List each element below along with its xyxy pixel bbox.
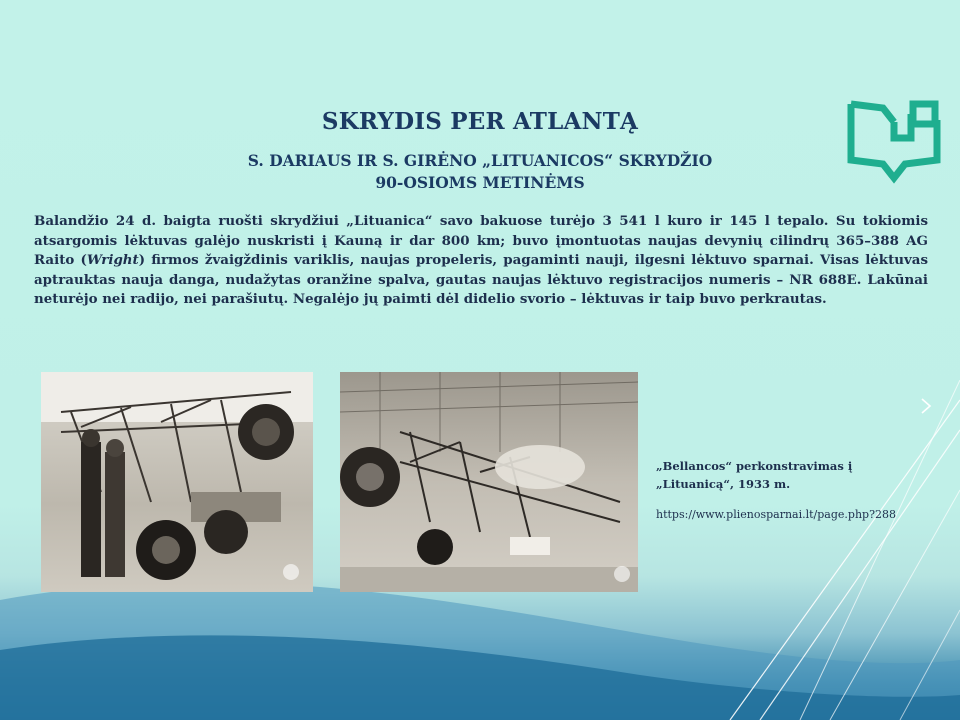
photo-caption bbox=[656, 457, 886, 493]
body-part-1: Balandžio 24 d. baigta ruošti skrydžiui „Lituanica“ savo bakuose turėjo 3 541 l kuro ir 145 l tepalo. Su tokiomis atsargomis lėktuvas galėjo nuskristi į Kauną ir dar 800 km; buvo įmontuotas naujas devynių cilindrų 365–388 AG Raito ( bbox=[34, 213, 928, 269]
photo-hangar-right bbox=[340, 372, 638, 592]
slide-title: SKRYDIS PER ATLANTĄ bbox=[321, 108, 639, 135]
photo-hangar-left bbox=[41, 372, 313, 592]
caption-line-2: „Lituanicą“, 1933 m. bbox=[656, 477, 791, 491]
decorative-lines bbox=[700, 380, 960, 720]
caption-line-1: „Bellancos“ perkonstravimas į bbox=[656, 459, 853, 473]
chevron-right-icon[interactable] bbox=[920, 398, 932, 414]
body-paragraph bbox=[34, 212, 928, 310]
subtitle-line-2: 90-OSIOMS METINĖMS bbox=[375, 173, 585, 192]
body-italic: Wright bbox=[86, 252, 139, 269]
source-link[interactable]: https://www.plienosparnai.lt/page.php?288 bbox=[656, 508, 896, 521]
subtitle-line-1: S. DARIAUS IR S. GIRĖNO „LITUANICOS“ SKRYDŽIO bbox=[247, 151, 713, 170]
slide-subtitle bbox=[230, 150, 730, 194]
body-part-2: ) firmos žvaigždinis variklis, naujas propeleris, pagaminti nauji, ilgesni lėktuvo sparnai. Visas lėktuvas aptrauktas nauja danga, nudažytas oranžine spalva, gautas naujas lėktuvo registracijos numeris – NR 688E. Lakūnai neturėjo nei radijo, nei parašiutų. Negalėjo jų paimti dėl didelio svorio – lėktuvas ir taip buvo perkrautas. bbox=[34, 252, 928, 308]
